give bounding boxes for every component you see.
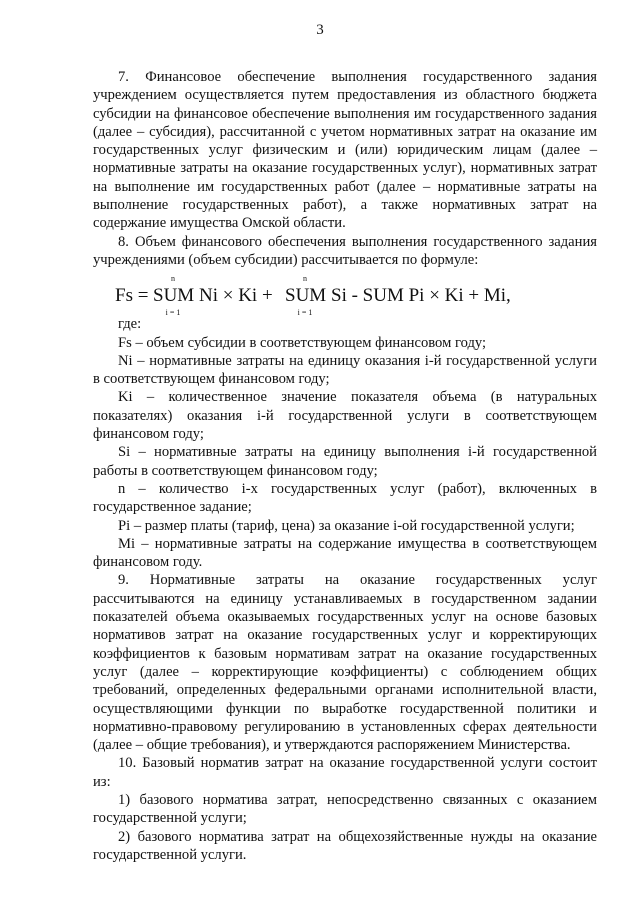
definition-si: Si – нормативные затраты на единицу выполнения i-й государственной работы в соответствующем финансовом году;: [93, 444, 597, 479]
paragraph-7: 7. Финансовое обеспечение выполнения государственного задания учреждением осуществляется путем предоставления из областного бюджета субсидии на финансовое обеспечение выполнения им государственного задания (далее – субсидия), рассчитанной с учетом нормативных затрат на оказание им государственных услуг физическим и (или) юридическим лицам (далее – нормативные затраты на оказание государственных услуг), нормативных затрат на выполнение им государственных работ (далее – нормативные затраты на выполнение государственных работ), а также нормативных затрат на содержание имущества Омской области.: [93, 69, 597, 232]
formula-sum-1: SUM: [153, 285, 195, 307]
where-label: где:: [118, 316, 142, 333]
page-number: 3: [316, 22, 324, 38]
formula-sum-1-lower: i = 1: [165, 308, 181, 318]
paragraph-10-item-2: 2) базового норматива затрат на общехозяйственные нужды на оказание государственной услуги.: [93, 828, 597, 863]
formula-term-1: Ni × Ki +: [199, 285, 273, 307]
formula-lhs: Fs =: [115, 285, 149, 307]
paragraph-10: 10. Базовый норматив затрат на оказание государственной услуги состоит из:: [93, 755, 597, 790]
definition-ki: Ki – количественное значение показателя объема (в натуральных показателях) оказания i-й государственной услуги в соответствующем финансовом году;: [93, 389, 597, 443]
definition-n: n – количество i-х государственных услуг (работ), включенных в государственное задание;: [93, 480, 597, 516]
document-body: [93, 68, 597, 864]
formula-sum-2: SUM: [285, 285, 327, 307]
definition-ni: Ni – нормативные затраты на единицу оказания i-й государственной услуги в соответствующем финансовом году;: [93, 352, 597, 388]
formula-term-2: Si - SUM Pi × Ki + Mi,: [331, 285, 511, 307]
definition-pi: Pi – размер платы (тариф, цена) за оказание i-ой государственной услуги;: [118, 517, 575, 534]
formula-sum-2-upper: n: [303, 274, 307, 284]
definition-mi: Mi – нормативные затраты на содержание имущества в соответствующем финансовом году.: [93, 535, 597, 571]
paragraph-8: 8. Объем финансового обеспечения выполнения государственного задания учреждениями (объем субсидии) рассчитывается по формуле:: [93, 233, 597, 268]
subsidy-formula: [93, 273, 597, 318]
definition-fs: Fs – объем субсидии в соответствующем финансовом году;: [118, 334, 487, 351]
paragraph-10-item-1: 1) базового норматива затрат, непосредственно связанных с оказанием государственной услуги;: [93, 791, 597, 827]
formula-sum-1-upper: n: [171, 274, 175, 284]
paragraph-9: 9. Нормативные затраты на оказание государственных услуг рассчитываются на единицу устанавливаемых в государственном задании показателей объема оказываемых государственных услуг на основе базовых нормативов затрат на оказание государственных услуг и корректирующих коэффициентов к базовым нормативам затрат на оказание государственных услуг (далее – корректирующие коэффициенты) с соблюдением общих требований, определенных федеральными органами исполнительной власти, осуществляющими функции по выработке государственной политики и нормативно-правовому регулированию в установленных сферах деятельности (далее – общие требования), и утверждаются распоряжением Министерства.: [93, 572, 597, 754]
formula-sum-2-lower: i = 1: [297, 308, 313, 318]
